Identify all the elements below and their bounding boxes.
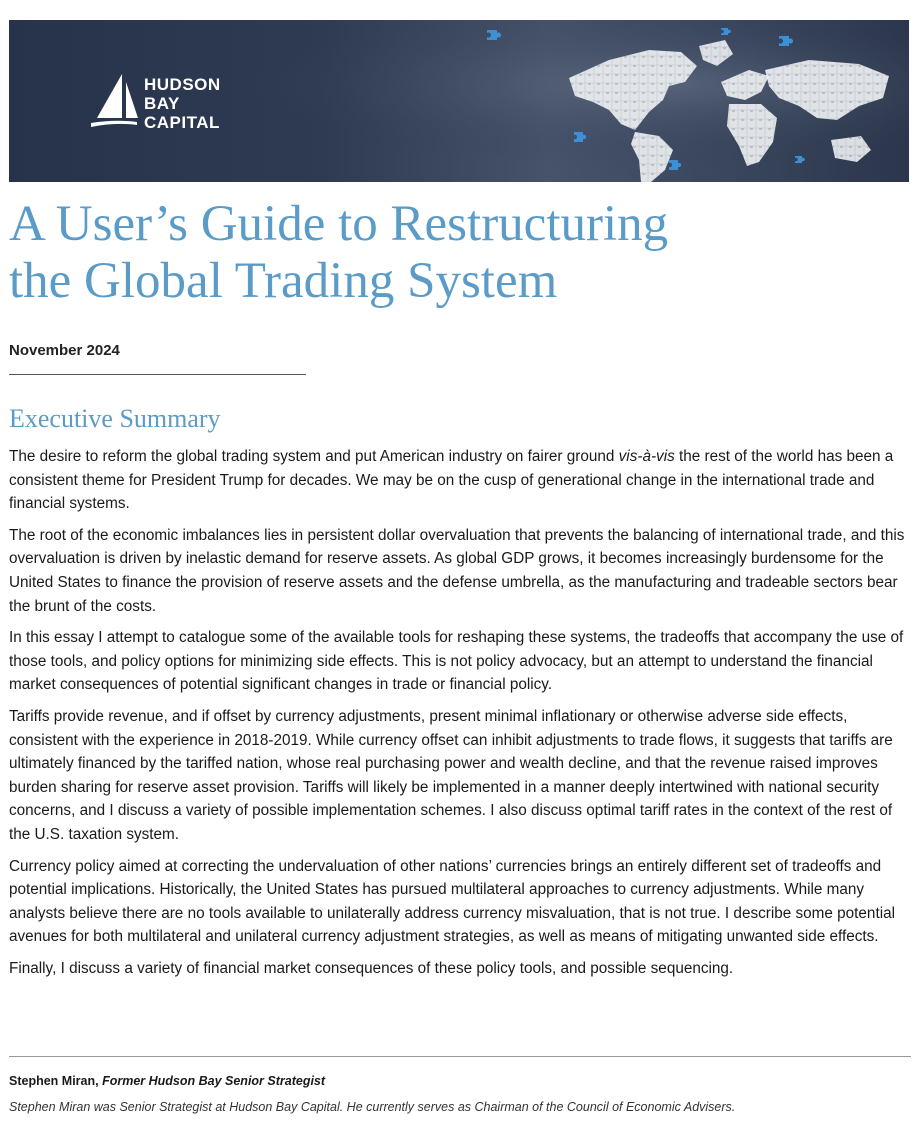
logo-line-2: BAY [144,94,180,113]
author-name: Stephen Miran, [9,1074,99,1088]
logo-line-1: HUDSON [144,75,221,94]
paragraph-1-text-end: the rest of the world has been a consistent theme for President Trump for decades. We may be on the cusp of generational change in the international trade and financial systems. [9,448,894,513]
paragraph-4: Tariffs provide revenue, and if offset by currency adjustments, present minimal inflationary or otherwise adverse side effects, consistent with the experience in 2018-2019. While currency offset can inhibit adjustments to trade flows, it suggests that tariffs are ultimately financed by the tariffed nation, whose real purchasing power and wealth decline, and that the revenue raised improves burden sharing for reserve asset provision. Tariffs will likely be implemented in a manner deeply intertwined with national security concerns, and I discuss a variety of possible implementation schemes. I also discuss optimal tariff rates in the context of the rest of the U.S. taxation system. [9,707,893,843]
logo-line-3: CAPITAL [144,113,220,132]
divider-footer [9,1056,911,1057]
author-bio: Stephen Miran was Senior Strategist at Hudson Bay Capital. He currently serves as Chairman of the Council of Economic Advisers. [9,1100,736,1114]
title-line-2: the Global Trading System [9,253,558,309]
paragraph-1 [9,445,911,516]
company-logo-text [144,75,221,132]
executive-summary-body [9,445,911,988]
publication-date: November 2024 [9,342,120,359]
divider-short [9,374,306,375]
paragraph-1-text-start: The desire to reform the global trading system and put American industry on fairer ground [9,448,619,465]
paragraph-2: The root of the economic imbalances lies in persistent dollar overvaluation that prevents the balancing of international trade, and this overvaluation is driven by inelastic demand for reserve assets. As global GDP grows, it becomes increasingly burdensome for the United States to finance the provision of reserve assets and the defense umbrella, as the manufacturing and tradeable sectors bear the brunt of the costs. [9,526,905,615]
document-title [9,196,889,310]
author-role: Former Hudson Bay Senior Strategist [102,1074,326,1088]
section-heading: Executive Summary [9,404,221,433]
title-line-1: A User’s Guide to Restructuring [9,196,669,252]
paragraph-6: Finally, I discuss a variety of financial market consequences of these policy tools, and possible sequencing. [9,959,734,977]
paragraph-5: Currency policy aimed at correcting the undervaluation of other nations’ currencies brings an entirely different set of tradeoffs and potential implications. Historically, the United States has pursued multilateral approaches to currency adjustments. While many analysts believe there are no tools available to unilaterally address currency misvaluation, that is not true. I describe some potential avenues for both multilateral and unilateral currency adjustment strategies, as well as means of mitigating unwanted side effects. [9,857,895,946]
header-banner [9,20,909,182]
author-line [9,1074,325,1088]
paragraph-1-italic-phrase: vis-à-vis [618,448,675,465]
paragraph-3: In this essay I attempt to catalogue some of the available tools for reshaping these systems, the tradeoffs that accompany the use of those tools, and policy options for minimizing side effects. This is not policy advocacy, but an attempt to understand the financial market consequences of potential significant changes in trade or financial policy. [9,629,904,694]
